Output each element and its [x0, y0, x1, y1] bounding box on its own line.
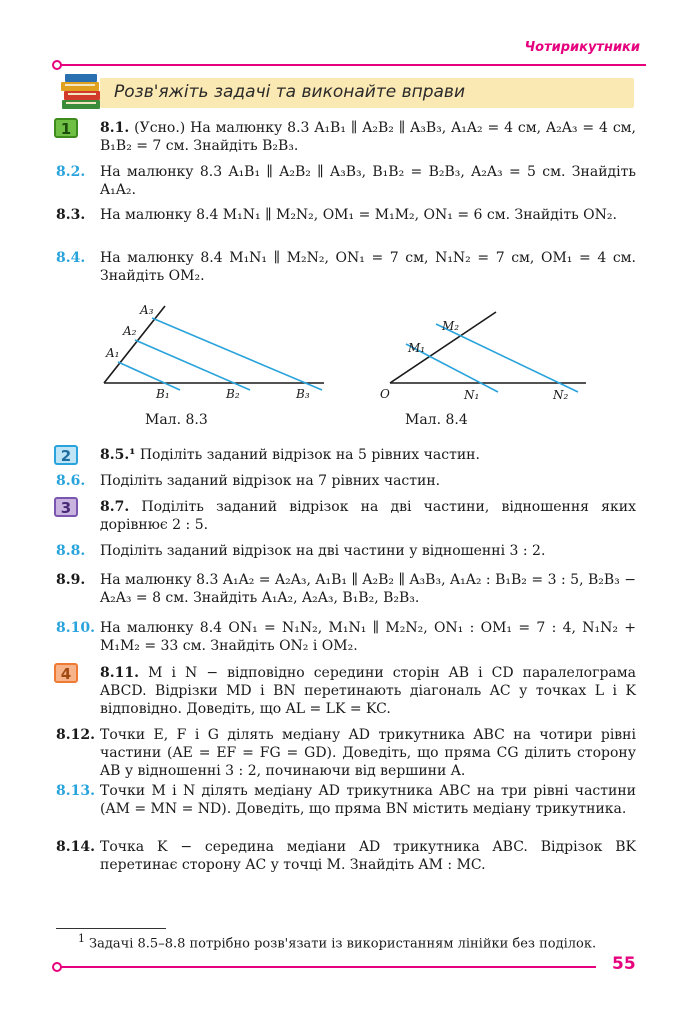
page-number: 55: [612, 954, 636, 974]
task-8-11: [56, 664, 636, 718]
books-icon: [60, 72, 104, 112]
label-b1: B₁: [156, 387, 170, 401]
label-m1: M₁: [408, 341, 426, 355]
task-text: Поділіть заданий відрізок на дві частини у відношенні 3 : 2.: [100, 543, 546, 559]
header-rule-dot: [52, 60, 62, 70]
footnote-mark: 1: [78, 932, 85, 945]
task-number: 8.12.: [56, 727, 95, 743]
label-o: O: [380, 387, 390, 401]
task-number: 8.6.: [56, 473, 86, 489]
task-8-14: [56, 838, 636, 874]
task-text: На малюнку 8.4 M₁N₁ ∥ M₂N₂, ON₁ = 7 см, N₁N₂ = 7 см, OM₁ = 4 см. Знайдіть OM₂.: [100, 250, 636, 284]
label-a3: A₃: [140, 303, 154, 317]
task-number: 8.13.: [56, 783, 95, 799]
task-number: 8.8.: [56, 543, 86, 559]
task-text: Поділіть заданий відрізок на дві частини, відношення яких дорівнює 2 : 5.: [100, 499, 636, 533]
label-m2: M₂: [442, 319, 460, 333]
task-8-1: [56, 119, 636, 155]
figure-caption-8-3: Мал. 8.3: [145, 412, 208, 428]
task-number: 8.1.: [100, 120, 130, 136]
task-number: 8.5.¹: [100, 447, 136, 463]
task-text: Точки M і N ділять медіану AD трикутника ABC на три рівні частини (AM = MN = ND). Доведіть, що пряма BN містить медіану трикутника.: [100, 783, 636, 817]
task-8-4: [56, 249, 636, 285]
task-text: Точки E, F і G ділять медіану AD трикутника ABC на чотири рівні частини (AE = EF = FG = GD). Доведіть, що пряма CG ділить сторону AB у відношенні 3 : 2, починаючи від вершини A.: [100, 727, 636, 779]
task-number: 8.9.: [56, 572, 86, 588]
parallel-a3b3: [152, 318, 322, 390]
level-badge-1: 1: [54, 118, 78, 138]
footnote-text: Задачі 8.5–8.8 потрібно розв'язати із використанням лінійки без поділок.: [89, 936, 597, 952]
chapter-title: Чотирикутники: [524, 40, 640, 55]
task-8-3: [56, 206, 636, 224]
task-number: 8.2.: [56, 164, 86, 180]
parallel-a1b1: [118, 362, 180, 390]
ray-a: [104, 306, 165, 383]
level-badge-3: 3: [54, 497, 78, 517]
task-number: 8.4.: [56, 250, 86, 266]
task-text: M і N − відповідно середини сторін AB і CD паралелограма ABCD. Відрізки MD і BN перетинають діагональ AC у точках L і K відповідно. Доведіть, що AL = LK = KC.: [100, 665, 636, 717]
task-8-9: [56, 571, 636, 607]
task-text: Поділіть заданий відрізок на 7 рівних частин.: [100, 473, 441, 489]
task-8-12: [56, 726, 636, 780]
label-b3: B₃: [296, 387, 310, 401]
task-8-6: [56, 472, 636, 490]
task-number: 8.11.: [100, 665, 139, 681]
task-text: На малюнку 8.4 M₁N₁ ∥ M₂N₂, OM₁ = M₁M₂, ON₁ = 6 см. Знайдіть ON₂.: [100, 207, 617, 223]
task-number: 8.3.: [56, 207, 86, 223]
task-8-2: [56, 163, 636, 199]
label-b2: B₂: [226, 387, 240, 401]
task-8-13: [56, 782, 636, 818]
figure-8-3: [100, 298, 330, 408]
task-8-7: [56, 498, 636, 534]
header-rule: [56, 64, 646, 66]
figure-8-4: [378, 306, 593, 406]
figure-caption-8-4: Мал. 8.4: [405, 412, 468, 428]
task-text: На малюнку 8.3 A₁A₂ = A₂A₃, A₁B₁ ∥ A₂B₂ ∥ A₃B₃, A₁A₂ : B₁B₂ = 3 : 5, B₂B₃ − A₂A₃ = 8 см. Знайдіть A₁A₂, A₂A₃, B₁B₂, B₂B₃.: [100, 572, 636, 606]
label-n2: N₂: [553, 388, 569, 402]
label-n1: N₁: [464, 388, 480, 402]
label-a1: A₁: [106, 346, 120, 360]
parallel-m2n2: [436, 324, 578, 392]
level-badge-2: 2: [54, 445, 78, 465]
label-a2: A₂: [123, 324, 137, 338]
footnote-rule: [56, 928, 166, 929]
task-text: На малюнку 8.4 ON₁ = N₁N₂, M₁N₁ ∥ M₂N₂, ON₁ : OM₁ = 7 : 4, N₁N₂ + M₁M₂ = 33 см. Знайдіть ON₂ і OM₂.: [100, 620, 636, 654]
task-text: Точка K − середина медіани AD трикутника ABC. Відрізок BK перетинає сторону AC у точці M. Знайдіть AM : MC.: [100, 839, 636, 873]
task-number: 8.14.: [56, 839, 95, 855]
task-number: 8.7.: [100, 499, 130, 515]
task-text: Поділіть заданий відрізок на 5 рівних частин.: [139, 447, 480, 463]
footer-rule: [56, 966, 596, 968]
footer-rule-dot: [52, 962, 62, 972]
level-badge-4: 4: [54, 663, 78, 683]
footnote: [78, 932, 596, 951]
task-text: (Усно.) На малюнку 8.3 A₁B₁ ∥ A₂B₂ ∥ A₃B₃, A₁A₂ = 4 см, A₂A₃ = 4 см, B₁B₂ = 7 см. Знайдіть B₂B₃.: [100, 120, 636, 154]
exercises-banner: [60, 78, 634, 112]
task-number: 8.10.: [56, 620, 95, 636]
task-8-10: [56, 619, 636, 655]
task-8-5: [56, 446, 636, 464]
banner-text: Розв'яжіть задачі та виконайте вправи: [114, 82, 465, 102]
task-8-8: [56, 542, 636, 560]
task-text: На малюнку 8.3 A₁B₁ ∥ A₂B₂ ∥ A₃B₃, B₁B₂ = B₂B₃, A₂A₃ = 5 см. Знайдіть A₁A₂.: [100, 164, 636, 198]
